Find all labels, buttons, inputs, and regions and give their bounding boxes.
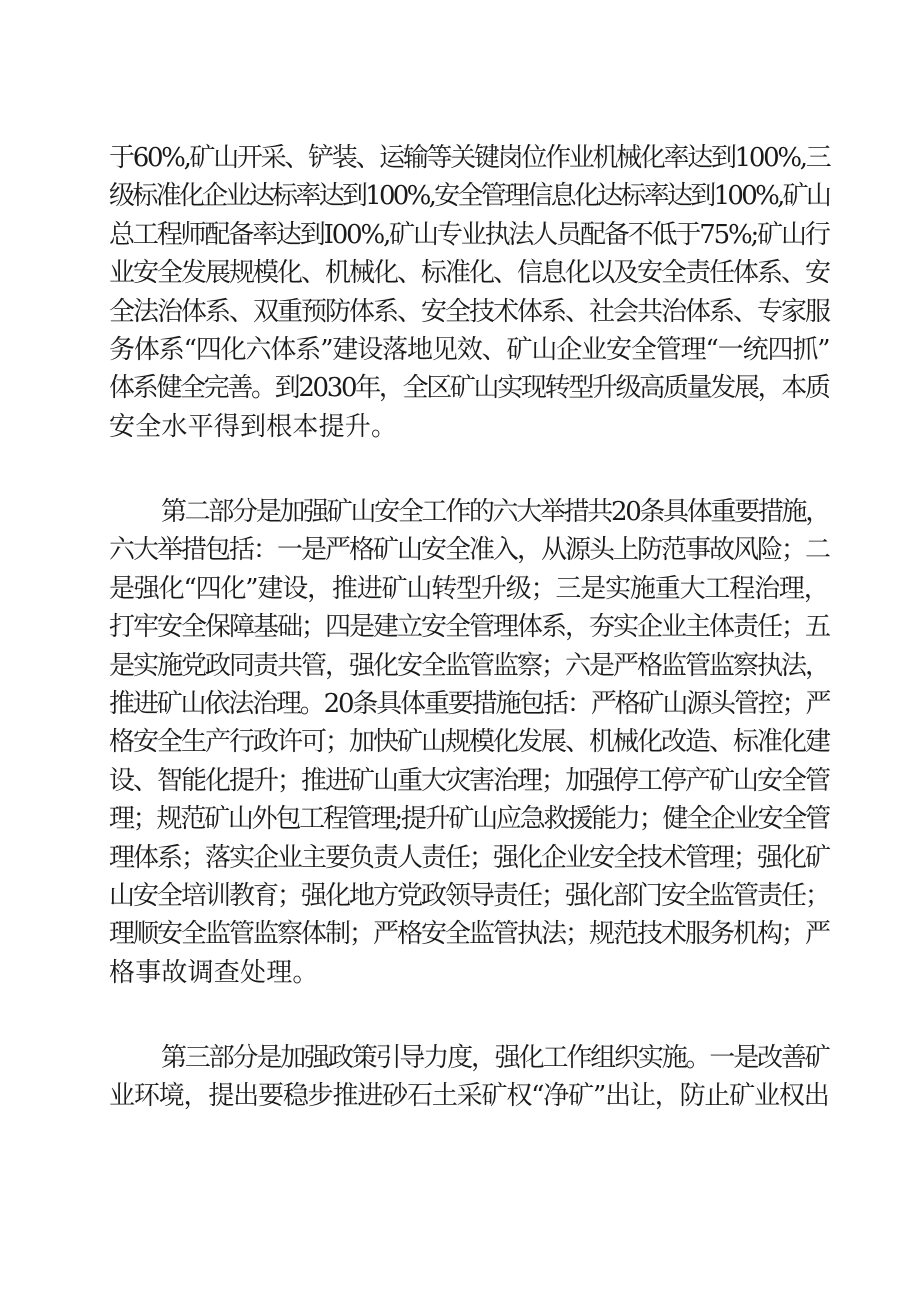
text-line: 格安全生产行政许可；加快矿山规模化发展、机械化改造、标准化建 — [109, 727, 830, 758]
text-line: 全法治体系、双重预防体系、安全技术体系、社会共治体系、专家服 — [109, 296, 830, 327]
text-line: 打牢安全保障基础；四是建立安全管理体系，夯实企业主体责任；五 — [109, 612, 830, 643]
text-line: 推进矿山依法治理。20条具体重要措施包括：严格矿山源头管控；严 — [109, 688, 830, 719]
text-line: 格事故调查处理。 — [109, 957, 319, 988]
text-line: 设、智能化提升；推进矿山重大灾害治理；加强停工停产矿山安全管 — [109, 765, 830, 796]
text-line: 理；规范矿山外包工程管理;提升矿山应急救援能力；健全企业安全管 — [109, 804, 829, 835]
text-line: 安全水平得到根本提升。 — [109, 411, 398, 442]
paragraph-part-three — [109, 1039, 829, 1116]
text-line: 第三部分是加强政策引导力度，强化工作组织实施。一是改善矿 — [161, 1043, 829, 1073]
paragraph-part-two — [109, 493, 829, 992]
text-line: 理体系；落实企业主要负责人责任；强化企业安全技术管理；强化矿 — [109, 842, 830, 873]
text-line: 六大举措包括：一是严格矿山安全准入，从源头上防范事故风险；二 — [109, 535, 830, 566]
text-line: 业环境，提出要稳步推进砂石土采矿权“净矿”出让，防止矿业权出 — [109, 1081, 829, 1112]
text-line: 是强化“四化”建设，推进矿山转型升级；三是实施重大工程治理， — [109, 573, 829, 604]
text-line: 业安全发展规模化、机械化、标准化、信息化以及安全责任体系、安 — [109, 258, 830, 289]
paragraph-targets-continued — [109, 139, 829, 446]
text-line: 体系健全完善。到2030年，全区矿山实现转型升级高质量发展，本质 — [109, 373, 829, 404]
text-line: 山安全培训教育；强化地方党政领导责任；强化部门安全监管责任； — [109, 880, 830, 911]
text-line: 理顺安全监管监察体制；严格安全监管执法；规范技术服务机构；严 — [109, 919, 830, 950]
text-line: 务体系“四化六体系”建设落地见效、矿山企业安全管理“一统四抓” — [109, 334, 830, 365]
text-line: 于60%,矿山开采、铲装、运输等关键岗位作业机械化率达到100%,三 — [109, 143, 830, 173]
text-line: 第二部分是加强矿山安全工作的六大举措共20条具体重要措施， — [161, 497, 829, 527]
text-line: 是实施党政同责共管，强化安全监管监察；六是严格监管监察执法， — [109, 650, 830, 681]
text-line: 总工程师配备率达到I00%,矿山专业执法人员配备不低于75%;矿山行 — [109, 219, 829, 250]
text-line: 级标准化企业达标率达到100%,安全管理信息化达标率达到100%,矿山 — [109, 181, 830, 212]
